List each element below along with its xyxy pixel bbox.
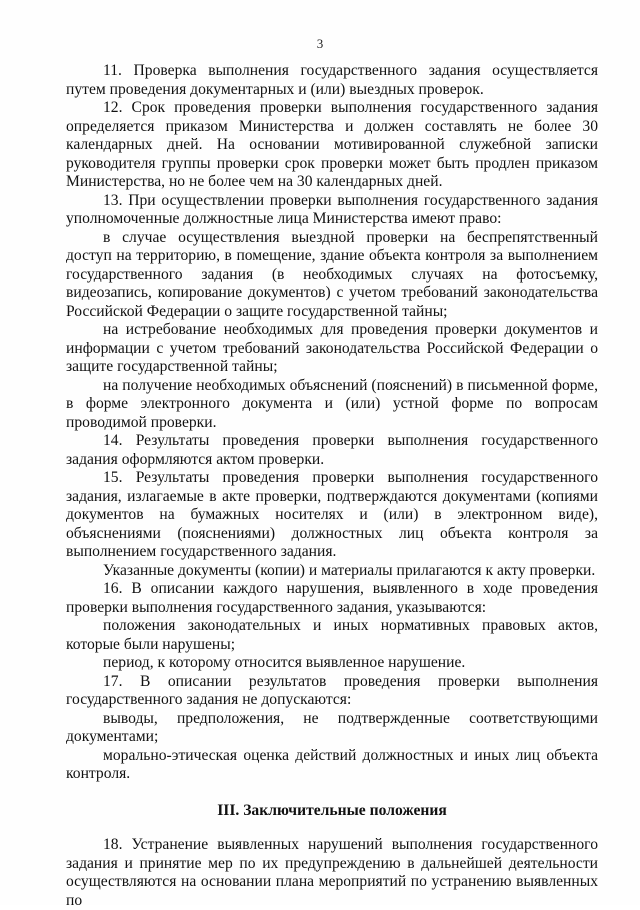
paragraph: 12. Срок проведения проверки выполнения государственного задания определяется приказом Министерства и должен составлять не более 30 календарных дней. На основании мотивированной служебной записки руководителя группы проверки срок проверки может быть продлен приказом Министерства, но не более чем на 30 календарных дней. <box>66 99 598 190</box>
section-heading: III. Заключительные положения <box>217 801 447 819</box>
paragraph: 11. Проверка выполнения государственного задания осуществляется путем проведения документарных и (или) выездных проверок. <box>66 62 598 98</box>
paragraph: на истребование необходимых для проведения проверки документов и информации с учетом требований законодательства Российской Федерации о защите государственной тайны; <box>66 321 598 375</box>
paragraph: период, к которому относится выявленное нарушение. <box>103 654 466 671</box>
paragraph: 15. Результаты проведения проверки выполнения государственного задания, излагаемые в акте проверки, подтверждаются документами (копиями документов на бумажных носителях и (или) в электронном виде), объяснениями (пояснениями) должностных лиц объекта контроля за выполнением государственного задания. <box>66 469 598 560</box>
paragraph: 14. Результаты проведения проверки выполнения государственного задания оформляются актом проверки. <box>66 432 598 468</box>
paragraph: 18. Устранение выявленных нарушений выполнения государственного задания и принятие мер по их предупреждению в дальнейшей деятельности осуществляются на основании плана мероприятий по устранению выявленных по <box>66 836 598 909</box>
document-body <box>66 62 598 910</box>
paragraph: морально-этическая оценка действий должностных и иных лиц объекта контроля. <box>66 746 598 782</box>
paragraph: положения законодательных и иных нормативных правовых актов, которые были нарушены; <box>66 617 598 653</box>
paragraph: 13. При осуществлении проверки выполнения государственного задания уполномоченные должностные лица Министерства имеют право: <box>66 191 598 227</box>
page-number: 3 <box>316 36 324 51</box>
paragraph: 16. В описании каждого нарушения, выявленного в ходе проведения проверки выполнения государственного задания, указываются: <box>66 580 598 616</box>
paragraph: Указанные документы (копии) и материалы прилагаются к акту проверки. <box>103 561 596 579</box>
paragraph: 17. В описании результатов проведения проверки выполнения государственного задания не допускаются: <box>66 672 598 708</box>
paragraph: на получение необходимых объяснений (пояснений) в письменной форме, в форме электронного документа и (или) устной форме по вопросам проводимой проверки. <box>66 376 598 431</box>
paragraph: выводы, предположения, не подтвержденные соответствующими документами; <box>66 709 598 745</box>
paragraph: в случае осуществления выездной проверки на беспрепятственный доступ на территорию, в помещение, здание объекта контроля за выполнением государственного задания (в необходимых случаях на фотосъемку, видеозапись, копирование документов) с учетом требований законодательства Российской Федерации о защите государственной тайны; <box>66 228 598 320</box>
